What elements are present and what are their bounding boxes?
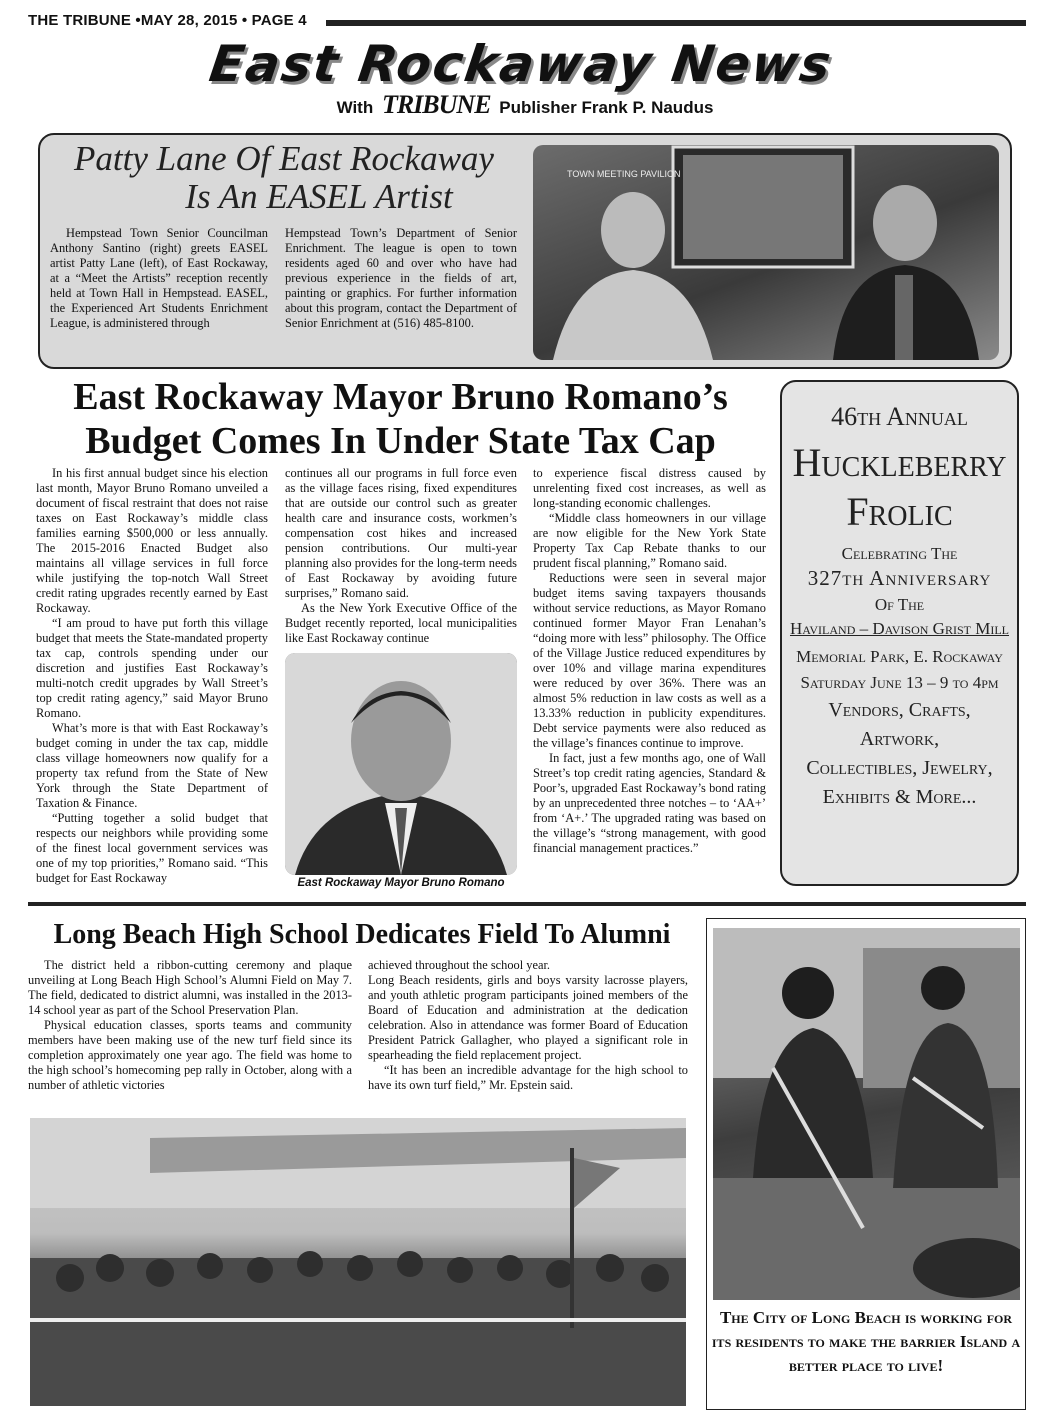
huckleberry-frolic-ad [780,380,1019,886]
mayor-portrait-illustration [285,653,517,875]
easel-photo-illustration [533,145,999,360]
budget-paragraph: Reductions were seen in several major budget items saving taxpayers thousands without service reductions, as Mayor Romano continued former Mayor Fran Lenahan’s “doing more with less” philosophy. The Office of the Village Justice reduced expenditures by over 10% and village marina expenditures were reduced by over 36%. There was an almost 5% reduction in law costs as well as a 13.33% reduction in publicity expenditures. Debt service payments were also reduced as the village’s finances continue to improve. [533,571,766,750]
budget-paragraph: In fact, just a few months ago, one of Wall Street’s top credit rating agencies, Standard & Poor’s, upgraded East Rockaway’s bond rating by an unprecedented three notches – to ‘AA+’ from ‘A+.’ The upgraded rating was based on the village’s “strong management, with good financial management practices.” [533,751,766,855]
budget-paragraph: to experience fiscal distress caused by unrelenting fixed cost increases, as well as long-standing economic challenges. [533,466,766,510]
long-beach-column-2 [368,958,688,1093]
event-celebrating: Celebrating The [841,544,958,563]
easel-paragraph: Hempstead Town’s Department of Senior Enrichment. The league is open to town residents aged 60 and over who have had previous experience in the fields of art, painting or graphics. For further information about this program, contact the Department of Senior Enrichment at (516) 485-8100. [285,226,517,330]
budget-paragraph: In his first annual budget since his election last month, Mayor Bruno Romano unveiled a document of fiscal restraint that does not raise taxes on East Rockaway’s middle class families earning $500,000 or less annually. The 2015-2016 Enacted Budget also maintains all village services in full force while justifying the top-notch Wall Street credit rating upgrades recently earned by East Rockaway. [36,466,268,615]
easel-column-1 [50,226,268,331]
street-work-photo [713,928,1020,1300]
budget-paragraph: “Putting together a solid budget that respects our neighbors while providing some of the finest local government services was one of my top priorities,” Romano said. “This budget for East Rockaway [36,811,268,885]
budget-paragraph: As the New York Executive Office of the Budget recently reported, local municipalities like East Rockaway continue [285,601,517,645]
budget-column-3 [533,466,766,856]
long-beach-paragraph: The district held a ribbon-cutting ceremony and plaque unveiling at Long Beach High School’s Alumni Field on May 7. The field, dedicated to district alumni, was installed in the 2013-14 school year as part of the School Preservation Plan. [28,958,352,1017]
event-name-2: Frolic [846,489,953,534]
street-work-illustration [713,928,1020,1300]
section-rule [28,902,1026,906]
budget-headline-line1: East Rockaway Mayor Bruno Romano’s [73,376,728,418]
budget-headline [28,375,773,463]
easel-photo [533,145,999,360]
ribbon-cutting-illustration [30,1118,686,1406]
long-beach-paragraph: Long Beach residents, girls and boys varsity lacrosse players, and youth athletic program participants joined members of the Board of Education and administration at the dedication celebration. Also in attendance was former Board of Education President Patrick Gallagher, who played a significant role in spearheading the field replacement project. [368,973,688,1062]
event-exhibits: Exhibits & More... [822,786,977,808]
easel-paragraph: Hempstead Town Senior Councilman Anthony Santino (right) greets EASEL artist Patty Lane (left), of East Rockaway, at a “Meet the Artists” reception recently held at Town Hall in Hempstead. EASEL, the Experienced Art Students Enrichment League, is administered through [50,226,268,330]
masthead-with: With [336,98,374,117]
tribune-logo: TRIBUNE [381,90,491,119]
event-location: Memorial Park, E. Rockaway [796,647,1003,666]
easel-headline-line2: Is An EASEL Artist [185,177,453,216]
easel-headline [50,140,518,216]
masthead-publisher: Publisher Frank P. Naudus [499,98,714,117]
event-artwork: Artwork, [859,728,940,750]
event-name-1: Huckleberry [792,440,1007,485]
long-beach-paragraph: “It has been an incredible advantage for the high school to have its own turf field,” Mr. Epstein said. [368,1063,688,1092]
easel-column-2 [285,226,517,331]
budget-headline-line2: Budget Comes In Under State Tax Cap [85,420,716,462]
budget-paragraph: What’s more is that with East Rockaway’s budget coming in under the tax cap, middle class village homeowners now qualify for a property tax refund from the State of New York through the State Department of Taxation & Finance. [36,721,268,810]
budget-paragraph: “I am proud to have put forth this village budget that meets the State-mandated property tax cap, controls spending under our discretion and justifies East Rockaway’s multi-notch credit upgrades by Wall Street’s top credit rating agency,” said Mayor Bruno Romano. [36,616,268,720]
masthead-subtitle [250,90,800,120]
budget-paragraph: “Middle class homeowners in our village are now eligible for the New York State Property Tax Cap Rebate thanks to our prudent fiscal planning,” Romano said. [533,511,766,570]
budget-column-2 [285,466,517,646]
pavilion-sign: TOWN MEETING PAVILION [567,169,681,179]
mayor-photo [285,653,517,875]
event-327th: 327th Anniversary [807,566,992,590]
event-grist-mill: Haviland – Davison Grist Mill [789,619,1009,638]
header-rule [326,20,1026,26]
long-beach-paragraph: Physical education classes, sports teams and community members have been making use of the new turf field since its completion approximately one year ago. The field was home to the high school’s homecoming pep rally in October, along with a number of athletic victories [28,1018,352,1092]
event-collectibles: Collectibles, Jewelry, [806,757,993,779]
budget-paragraph: continues all our programs in full force even as the village faces rising, fixed expenditures that are outside our control such as greater health care and insurance costs, workmen’s compensation cost hikes and increased pension contributions. Our multi-year planning also provides for the long-term needs of East Rockaway by avoiding future surprises,” Romano said. [285,466,517,600]
long-beach-caption: The City of Long Beach is working for its residents to make the barrier Island a better place to live! [711,1308,1021,1375]
page-folio: THE TRIBUNE •MAY 28, 2015 • PAGE 4 [28,12,307,29]
long-beach-headline: Long Beach High School Dedicates Field To Alumni [53,919,671,950]
event-date: Saturday June 13 – 9 to 4pm [800,673,999,692]
long-beach-paragraph: achieved throughout the school year. [368,958,551,972]
budget-column-1 [36,466,268,886]
masthead-title: East Rockaway News [205,35,837,93]
event-vendors: Vendors, Crafts, [828,699,971,721]
easel-headline-line1: Patty Lane Of East Rockaway [74,139,494,178]
event-anniversary: 46th Annual [831,402,968,431]
ribbon-cutting-photo [30,1118,686,1406]
long-beach-column-1 [28,958,352,1093]
event-of-the: Of The [874,595,925,614]
mayor-photo-caption: East Rockaway Mayor Bruno Romano [297,877,505,889]
